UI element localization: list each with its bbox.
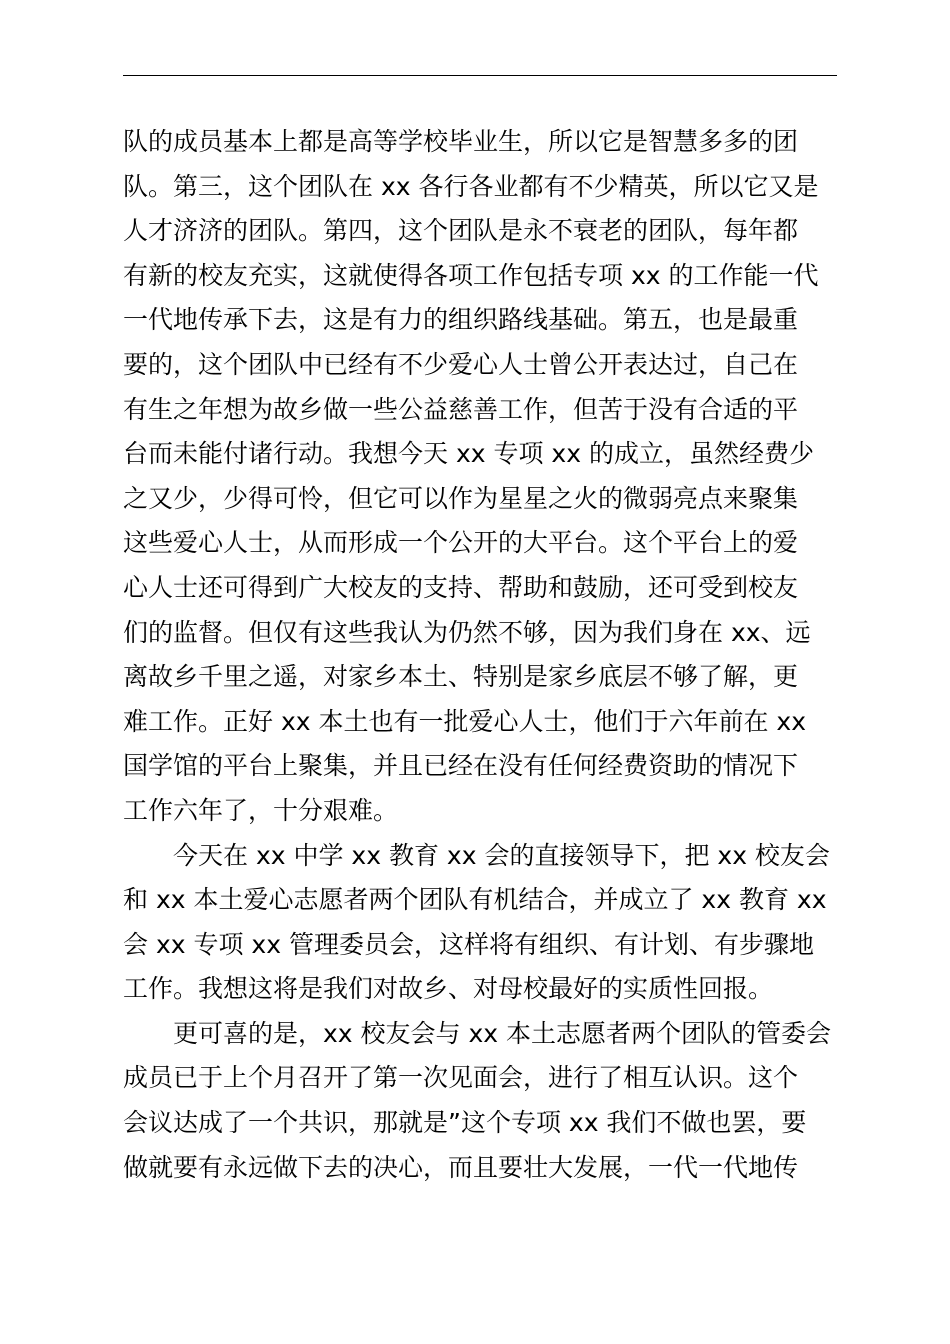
paragraph-first-line: 更可喜的是，xx 校友会与 xx 本土志愿者两个团队的管委会	[173, 1018, 832, 1048]
text-line: 们的监督。但仅有这些我认为仍然不够，因为我们身在 xx、远	[123, 617, 811, 647]
text-line: 队的成员基本上都是高等学校毕业生，所以它是智慧多多的团	[123, 127, 799, 156]
header-rule	[123, 75, 837, 76]
text-line: 这些爱心人士，从而形成一个公开的大平台。这个平台上的爱	[123, 528, 799, 558]
text-line: 工作。我想这将是我们对故乡、对母校最好的实质性回报。	[123, 974, 774, 1004]
text-line: 做就要有永远做下去的决心，而且要壮大发展，一代一代地传	[123, 1152, 799, 1182]
paragraph-first-line: 今天在 xx 中学 xx 教育 xx 会的直接领导下，把 xx 校友会	[173, 840, 830, 870]
text-line: 一代地传承下去，这是有力的组织路线基础。第五，也是最重	[123, 305, 799, 335]
text-line: 台而未能付诸行动。我想今天 xx 专项 xx 的成立，虽然经费少	[123, 439, 814, 469]
document-body	[123, 120, 837, 1190]
text-line: 之又少，少得可怜，但它可以作为星星之火的微弱亮点来聚集	[123, 483, 799, 513]
text-line: 会议达成了一个共识，那就是”这个专项 xx 我们不做也罢，要	[123, 1108, 807, 1138]
text-line: 有新的校友充实，这就使得各项工作包括专项 xx 的工作能一代	[123, 260, 819, 290]
text-line: 国学馆的平台上聚集，并且已经在没有任何经费资助的情况下	[123, 751, 799, 781]
text-line: 有生之年想为故乡做一些公益慈善工作，但苦于没有合适的平	[123, 394, 799, 424]
text-line: 人才济济的团队。第四，这个团队是永不衰老的团队，每年都	[123, 216, 799, 246]
text-line: 成员已于上个月召开了第一次见面会，进行了相互认识。这个	[123, 1063, 799, 1093]
text-line: 难工作。正好 xx 本土也有一批爱心人士，他们于六年前在 xx	[123, 706, 807, 736]
text-line: 心人士还可得到广大校友的支持、帮助和鼓励，还可受到校友	[123, 572, 799, 602]
text-line: 工作六年了，十分艰难。	[123, 795, 399, 825]
text-line: 离故乡千里之遥，对家乡本土、特别是家乡底层不够了解，更	[123, 662, 799, 692]
text-line: 要的，这个团队中已经有不少爱心人士曾公开表达过，自己在	[123, 349, 799, 379]
text-line: 队。第三，这个团队在 xx 各行各业都有不少精英，所以它又是	[123, 171, 819, 201]
text-line: 会 xx 专项 xx 管理委员会，这样将有组织、有计划、有步骤地	[123, 929, 814, 959]
text-line: 和 xx 本土爱心志愿者两个团队有机结合，并成立了 xx 教育 xx	[123, 885, 827, 915]
